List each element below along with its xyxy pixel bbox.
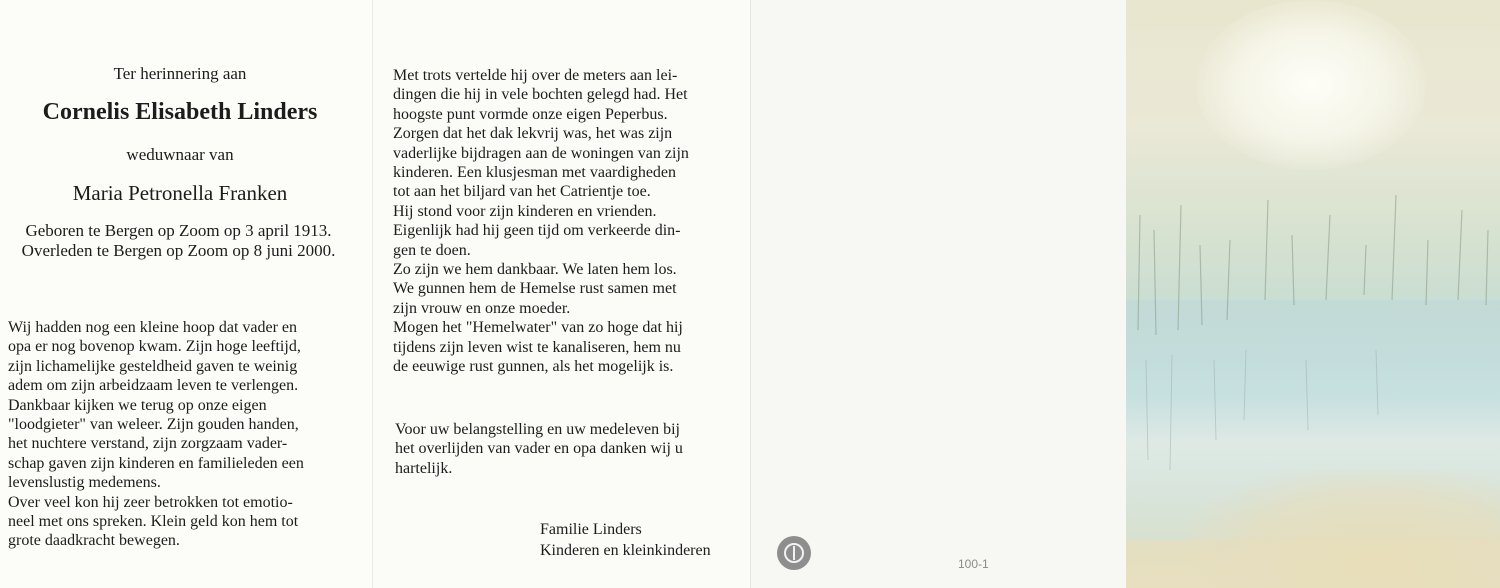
deceased-name: Cornelis Elisabeth Linders bbox=[42, 99, 318, 125]
spouse-name: Maria Petronella Franken bbox=[72, 181, 288, 205]
text-line: Wij hadden nog een kleine hoop dat vader en bbox=[8, 319, 298, 336]
text-line: de eeuwige rust gunnen, als het mogelijk is. bbox=[393, 358, 674, 376]
text-line: levenslustig medemens. bbox=[8, 474, 161, 492]
text-line: tijdens zijn leven wist te kanaliseren, hem nu bbox=[393, 338, 681, 356]
text-line: neel met ons spreken. Klein geld kon hem tot bbox=[8, 513, 299, 531]
relation-line: weduwnaar van bbox=[126, 145, 234, 164]
birth-line: Geboren te Bergen op Zoom op 3 april 1913. bbox=[25, 221, 332, 240]
middle-text-block bbox=[393, 66, 735, 377]
left-text-block bbox=[8, 318, 350, 551]
text-line: zijn lichamelijke gesteldheid gaven te weinig bbox=[8, 357, 298, 375]
text-line: Zorgen dat het dak lekvrij was, het was zijn bbox=[393, 125, 673, 143]
text-line: adem om zijn arbeidzaam leven te verlengen. bbox=[8, 377, 299, 395]
death-line: Overleden te Bergen op Zoom op 8 juni 2000. bbox=[21, 241, 336, 260]
cover-painting bbox=[1126, 0, 1500, 588]
text-line: hoogste punt vormde onze eigen Peperbus. bbox=[393, 105, 668, 123]
text-line: Over veel kon hij zeer betrokken tot emotio- bbox=[8, 493, 293, 511]
text-line: Hij stond voor zijn kinderen en vrienden. bbox=[393, 202, 657, 220]
text-line: dingen die hij in vele bochten gelegd had. Het bbox=[393, 86, 688, 104]
middle-page bbox=[372, 0, 750, 588]
text-line: opa er nog bovenop kwam. Zijn hoge leeftijd, bbox=[8, 338, 301, 356]
text-line: "loodgieter" van weleer. Zijn gouden handen, bbox=[8, 416, 299, 434]
text-line: vaderlijke bijdragen aan de woningen van zijn bbox=[393, 144, 689, 162]
publisher-logo-icon bbox=[777, 536, 811, 570]
text-line: het nuchtere verstand, zijn zorgzaam vader- bbox=[8, 435, 288, 453]
text-line: tot aan het biljard van het Catrientje toe. bbox=[393, 183, 651, 201]
text-line: schap gaven zijn kinderen en familieleden een bbox=[8, 454, 304, 472]
text-line: Voor uw belangstelling en uw medeleven bij bbox=[395, 421, 680, 438]
product-code: 100-1 bbox=[958, 557, 989, 571]
text-line: gen te doen. bbox=[393, 241, 471, 259]
left-page bbox=[0, 0, 372, 588]
text-line: Mogen het "Hemelwater" van zo hoge dat hij bbox=[393, 319, 683, 337]
signature bbox=[540, 519, 711, 561]
text-line: We gunnen hem de Hemelse rust samen met bbox=[393, 280, 677, 298]
text-line: Met trots vertelde hij over de meters aan lei- bbox=[393, 67, 678, 84]
text-line: zijn vrouw en onze moeder. bbox=[393, 299, 571, 317]
intro-line: Ter herinnering aan bbox=[113, 64, 247, 83]
tree-silhouettes bbox=[1126, 0, 1500, 588]
text-line: Dankbaar kijken we terug op onze eigen bbox=[8, 396, 267, 414]
back-page bbox=[750, 0, 1126, 588]
text-line: het overlijden van vader en opa danken wij u bbox=[395, 440, 683, 458]
text-line: hartelijk. bbox=[395, 459, 453, 477]
thanks-text-block bbox=[395, 420, 735, 478]
text-line: grote daadkracht bewegen. bbox=[8, 532, 180, 550]
text-line: Eigenlijk had hij geen tijd om verkeerde din- bbox=[393, 222, 681, 240]
signature-family: Familie Linders bbox=[540, 521, 642, 538]
text-line: Zo zijn we hem dankbaar. We laten hem los. bbox=[393, 261, 677, 279]
text-line: kinderen. Een klusjesman met vaardigheden bbox=[393, 164, 677, 182]
signature-children: Kinderen en kleinkinderen bbox=[540, 542, 711, 559]
